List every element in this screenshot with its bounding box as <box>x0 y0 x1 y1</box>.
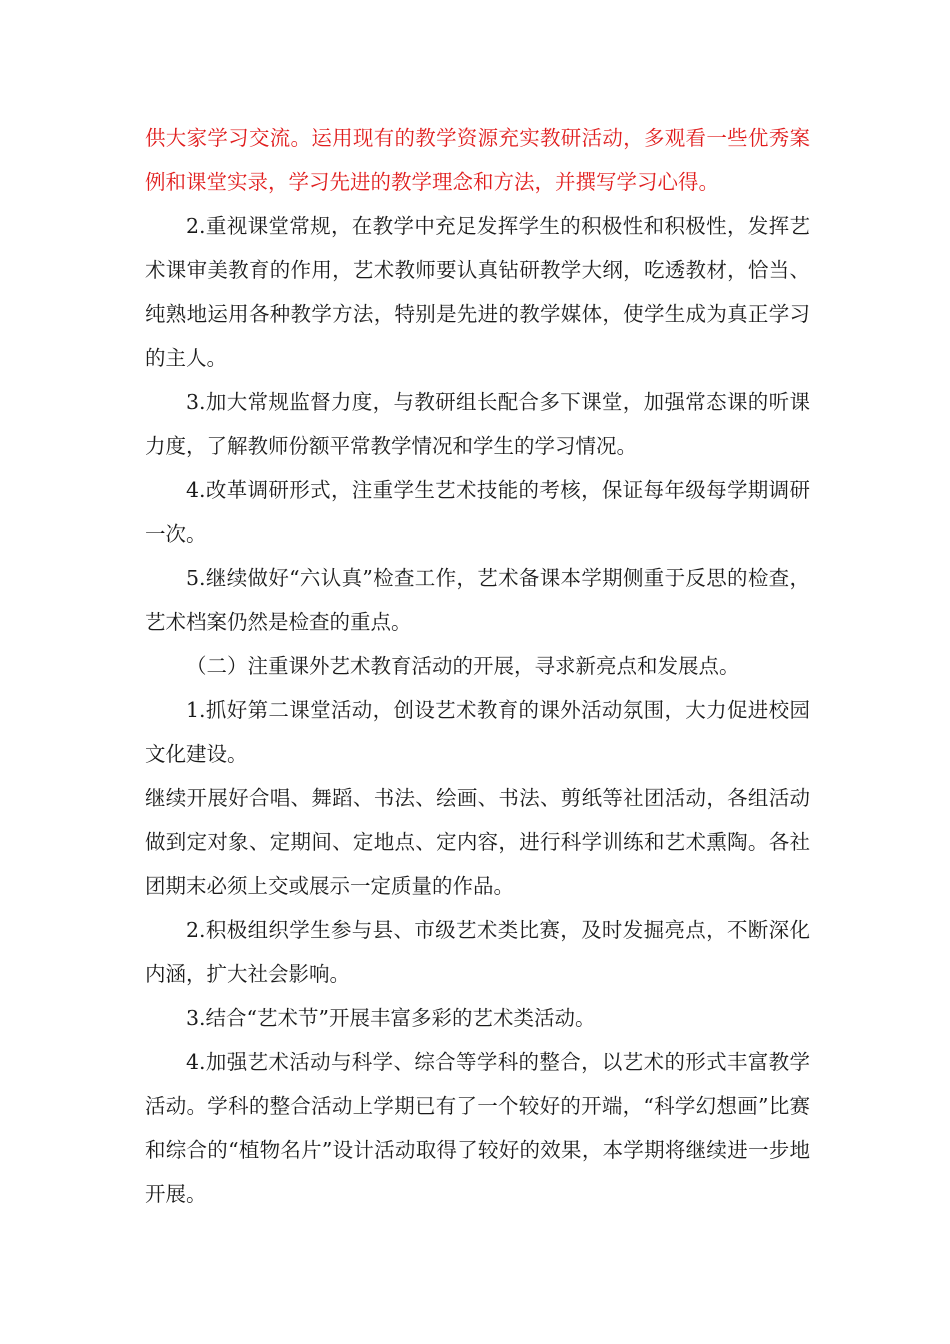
paragraph-item-4: 4.改革调研形式，注重学生艺术技能的考核，保证每年级每学期调研一次。 <box>145 478 810 546</box>
paragraph-item-3: 3.加大常规监督力度，与教研组长配合多下课堂，加强常态课的听课力度，了解教师份额平常教学情况和学生的学习情况。 <box>145 390 810 458</box>
paragraph-intro: 供大家学习交流。运用现有的教学资源充实教研活动，多观看一些优秀案例和课堂实录，学习先进的教学理念和方法，并撰写学习心得。 <box>145 126 810 194</box>
section-heading-2: （二）注重课外艺术教育活动的开展，寻求新亮点和发展点。 <box>186 654 740 678</box>
paragraph-section2-item-4: 4.加强艺术活动与科学、综合等学科的整合，以艺术的形式丰富教学活动。学科的整合活动上学期已有了一个较好的开端，“科学幻想画”比赛和综合的“植物名片”设计活动取得了较好的效果，本学期将继续进一步地开展。 <box>145 1050 810 1206</box>
paragraph-clubs: 继续开展好合唱、舞蹈、书法、绘画、书法、剪纸等社团活动，各组活动做到定对象、定期间、定地点、定内容，进行科学训练和艺术熏陶。各社团期末必须上交或展示一定质量的作品。 <box>145 786 810 898</box>
paragraph-section2-item-3: 3.结合“艺术节”开展丰富多彩的艺术类活动。 <box>186 1006 596 1030</box>
paragraph-item-2: 2.重视课堂常规，在教学中充足发挥学生的积极性和积极性，发挥艺术课审美教育的作用，艺术教师要认真钻研教学大纲，吃透教材，恰当、纯熟地运用各种教学方法，特别是先进的教学媒体，使学生成为真正学习的主人。 <box>145 214 810 370</box>
paragraph-section2-item-1: 1.抓好第二课堂活动，创设艺术教育的课外活动氛围，大力促进校园文化建设。 <box>145 698 810 766</box>
document-page <box>145 116 810 1216</box>
paragraph-section2-item-2: 2.积极组织学生参与县、市级艺术类比赛，及时发掘亮点，不断深化内涵，扩大社会影响。 <box>145 918 810 986</box>
paragraph-item-5: 5.继续做好“六认真”检查工作，艺术备课本学期侧重于反思的检查，艺术档案仍然是检查的重点。 <box>145 566 810 634</box>
